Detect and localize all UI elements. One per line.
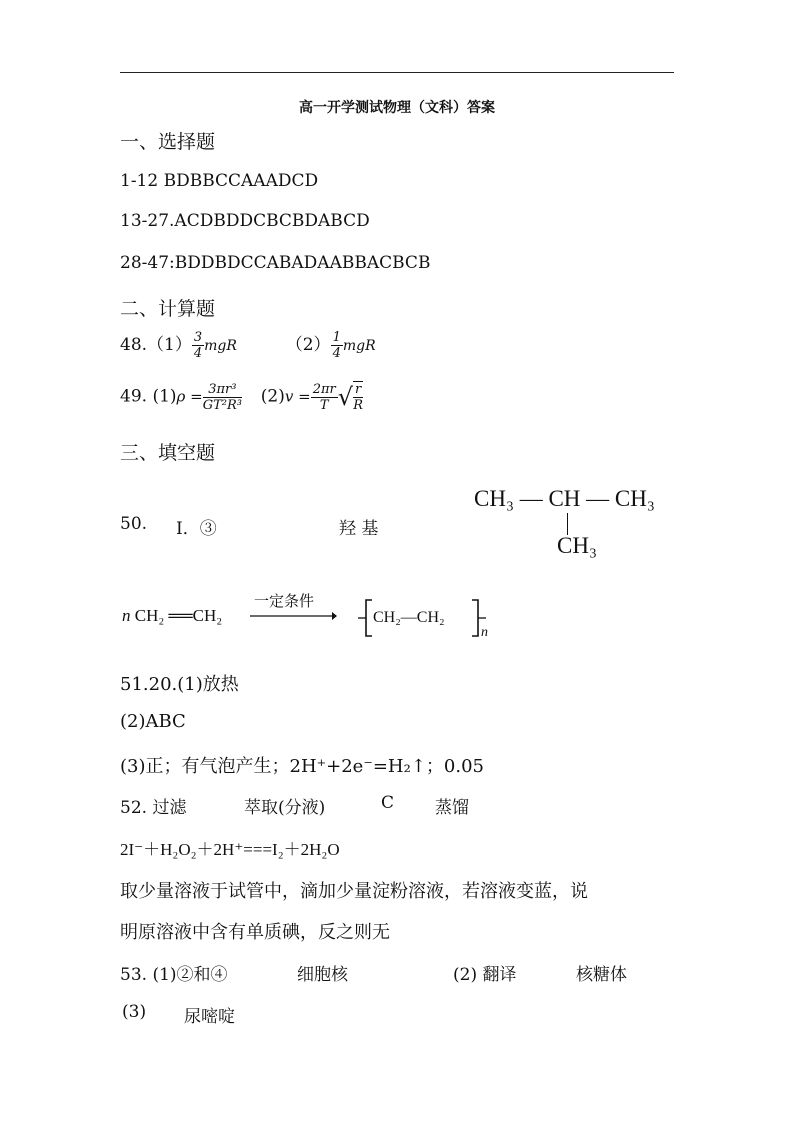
q48-frac-1	[192, 330, 204, 361]
q53-line1d: 核糖体	[576, 965, 627, 985]
isobutane-bond	[567, 513, 568, 535]
q50-label: 50.	[120, 514, 148, 534]
q48-line	[120, 330, 376, 361]
q49-label: 49. (1)	[120, 386, 177, 407]
q53-line2b: 尿嘧啶	[184, 1007, 235, 1027]
q48-frac-2-num: 1	[332, 330, 341, 345]
section-choice: 一、选择题	[120, 131, 216, 153]
q52-line1b: 萃取(分液)	[244, 798, 326, 818]
reaction-reactant: CH₂ ══CH₂	[134, 606, 223, 625]
q51-line2: (2)ABC	[120, 711, 186, 732]
answer-28-47: 28-47:BDDBDCCABADAABBACBCB	[120, 253, 431, 273]
q53-line1a: 53. (1)②和④	[120, 965, 228, 985]
q53-line1b: 细胞核	[297, 965, 348, 985]
sqrt-symbol: √	[337, 383, 354, 411]
q49-rho-num: 3πr³	[203, 382, 242, 398]
section-fill: 三、填空题	[120, 442, 216, 464]
q48-frac-2	[331, 330, 343, 361]
q53-line2a: (3)	[122, 1002, 147, 1022]
q50-part: Ⅰ．③	[176, 519, 217, 539]
q49-frac-rho	[203, 382, 242, 413]
q52-equation: 2I⁻＋H₂O₂＋2H⁺===I₂＋2H₂O	[120, 840, 340, 859]
q51-line1: 51.20.(1)放热	[120, 674, 239, 695]
isobutane-structure-bottom: CH₃	[557, 533, 597, 558]
reaction-arrow	[248, 610, 338, 622]
q49-v-num: 2πr	[312, 381, 336, 397]
q52-line1c: C	[381, 793, 395, 813]
q48-frac-2-den: 4	[332, 346, 341, 361]
q52-line1d: 蒸馏	[435, 798, 469, 818]
q49-rho: ρ =	[176, 387, 203, 406]
q49-line	[120, 381, 363, 413]
q52-line1a: 52. 过滤	[120, 798, 187, 818]
answer-1-12: 1-12 BDBBCCAAADCD	[120, 171, 319, 191]
q52-line4: 明原溶液中含有单质碘，反之则无	[120, 922, 390, 943]
q49-label-2: (2)	[260, 386, 285, 407]
reaction-n: n	[122, 606, 131, 625]
reaction-line	[122, 606, 222, 626]
polymer-unit: CH₂—CH₂	[373, 609, 445, 626]
answer-13-27: 13-27.ACDBDDCBCBDABCD	[120, 211, 370, 231]
q48-label-2: （2）	[285, 335, 331, 355]
q48-frac-1-num: 3	[193, 330, 203, 345]
q53-line1c: (2) 翻译	[453, 965, 517, 985]
q49-frac-v	[311, 382, 338, 413]
section-calc: 二、计算题	[120, 298, 216, 320]
q49-root-den: R	[353, 398, 364, 413]
q51-line3: (3)正；有气泡产生；2H⁺+2e⁻=H₂↑；0.05	[120, 756, 484, 777]
top-rule	[120, 72, 674, 73]
q49-frac-root	[353, 381, 363, 413]
q48-tail-1: mgR	[204, 338, 237, 354]
polymer-subscript: n	[481, 625, 488, 640]
q52-line3: 取少量溶液于试管中，滴加少量淀粉溶液，若溶液变蓝，说	[120, 881, 588, 902]
q49-v-den: T	[319, 397, 329, 413]
isobutane-structure-top: CH₃ — CH — CH₃	[474, 486, 655, 511]
reaction-condition: 一定条件	[254, 592, 315, 610]
q48-label: 48.（1）	[120, 335, 192, 355]
q50-group: 羟 基	[339, 519, 379, 539]
q49-v: v =	[284, 387, 311, 406]
q49-rho-den: GT²R³	[202, 397, 242, 413]
page-title: 高一开学测试物理（文科）答案	[299, 100, 495, 116]
q48-tail-2: mgR	[342, 338, 376, 354]
q49-root-num: r	[355, 382, 362, 397]
q48-frac-1-den: 4	[193, 346, 203, 361]
